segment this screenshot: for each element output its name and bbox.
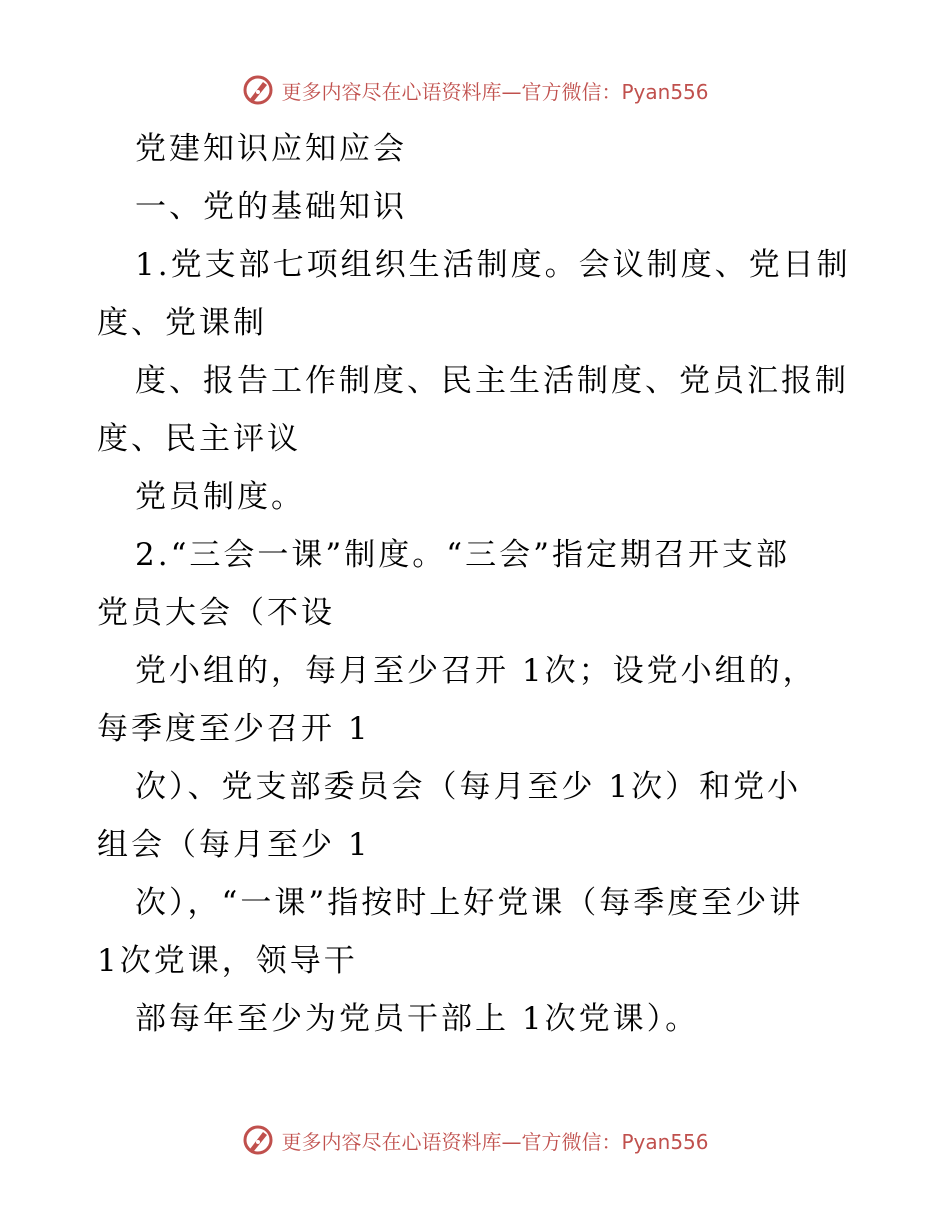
text-line: 1次党课，领导干: [97, 943, 358, 979]
watermark-dash: —: [501, 1129, 522, 1154]
text-line: 度、党课制: [97, 305, 267, 341]
watermark-text: [281, 76, 708, 105]
watermark-wechat-label: 官方微信：: [521, 1129, 622, 1154]
watermark-wechat-id: Pyan556: [621, 1129, 709, 1154]
watermark-dash: —: [501, 79, 522, 104]
watermark-wechat-id: Pyan556: [621, 79, 709, 104]
pen-logo-icon: [241, 73, 275, 107]
text-line: 组会（每月至少 1: [97, 827, 371, 863]
watermark-text: [281, 1126, 708, 1155]
watermark-slogan: 更多内容尽在心语资料库: [281, 1129, 502, 1154]
text-line: 党小组的，每月至少召开 1次；设党小组的，: [135, 653, 817, 689]
document-body: [97, 120, 857, 1048]
header-watermark: [0, 70, 950, 110]
watermark-wechat-label: 官方微信：: [521, 79, 622, 104]
text-line: 2.“三会一课”制度。“三会”指定期召开支部: [135, 537, 790, 573]
text-line: 部每年至少为党员干部上 1次党课）。: [135, 1001, 700, 1037]
footer-watermark: [0, 1120, 950, 1160]
text-line: 次），“一课”指按时上好党课（每季度至少讲: [135, 885, 804, 921]
text-line: 每季度至少召开 1: [97, 711, 371, 747]
section-heading: 一、党的基础知识: [135, 189, 407, 225]
text-line: 党员大会（不设: [97, 595, 335, 631]
text-line: 次）、党支部委员会（每月至少 1次）和党小: [135, 769, 802, 805]
document-title: 党建知识应知应会: [135, 131, 407, 167]
watermark-slogan: 更多内容尽在心语资料库: [281, 79, 502, 104]
text-line: 党员制度。: [135, 479, 305, 515]
text-line: 度、报告工作制度、民主生活制度、党员汇报制: [135, 363, 849, 399]
paragraph-lines: [97, 236, 857, 1048]
text-line: 度、民主评议: [97, 421, 301, 457]
pen-logo-icon: [241, 1123, 275, 1157]
text-line: 1.党支部七项组织生活制度。会议制度、党日制: [135, 247, 851, 283]
